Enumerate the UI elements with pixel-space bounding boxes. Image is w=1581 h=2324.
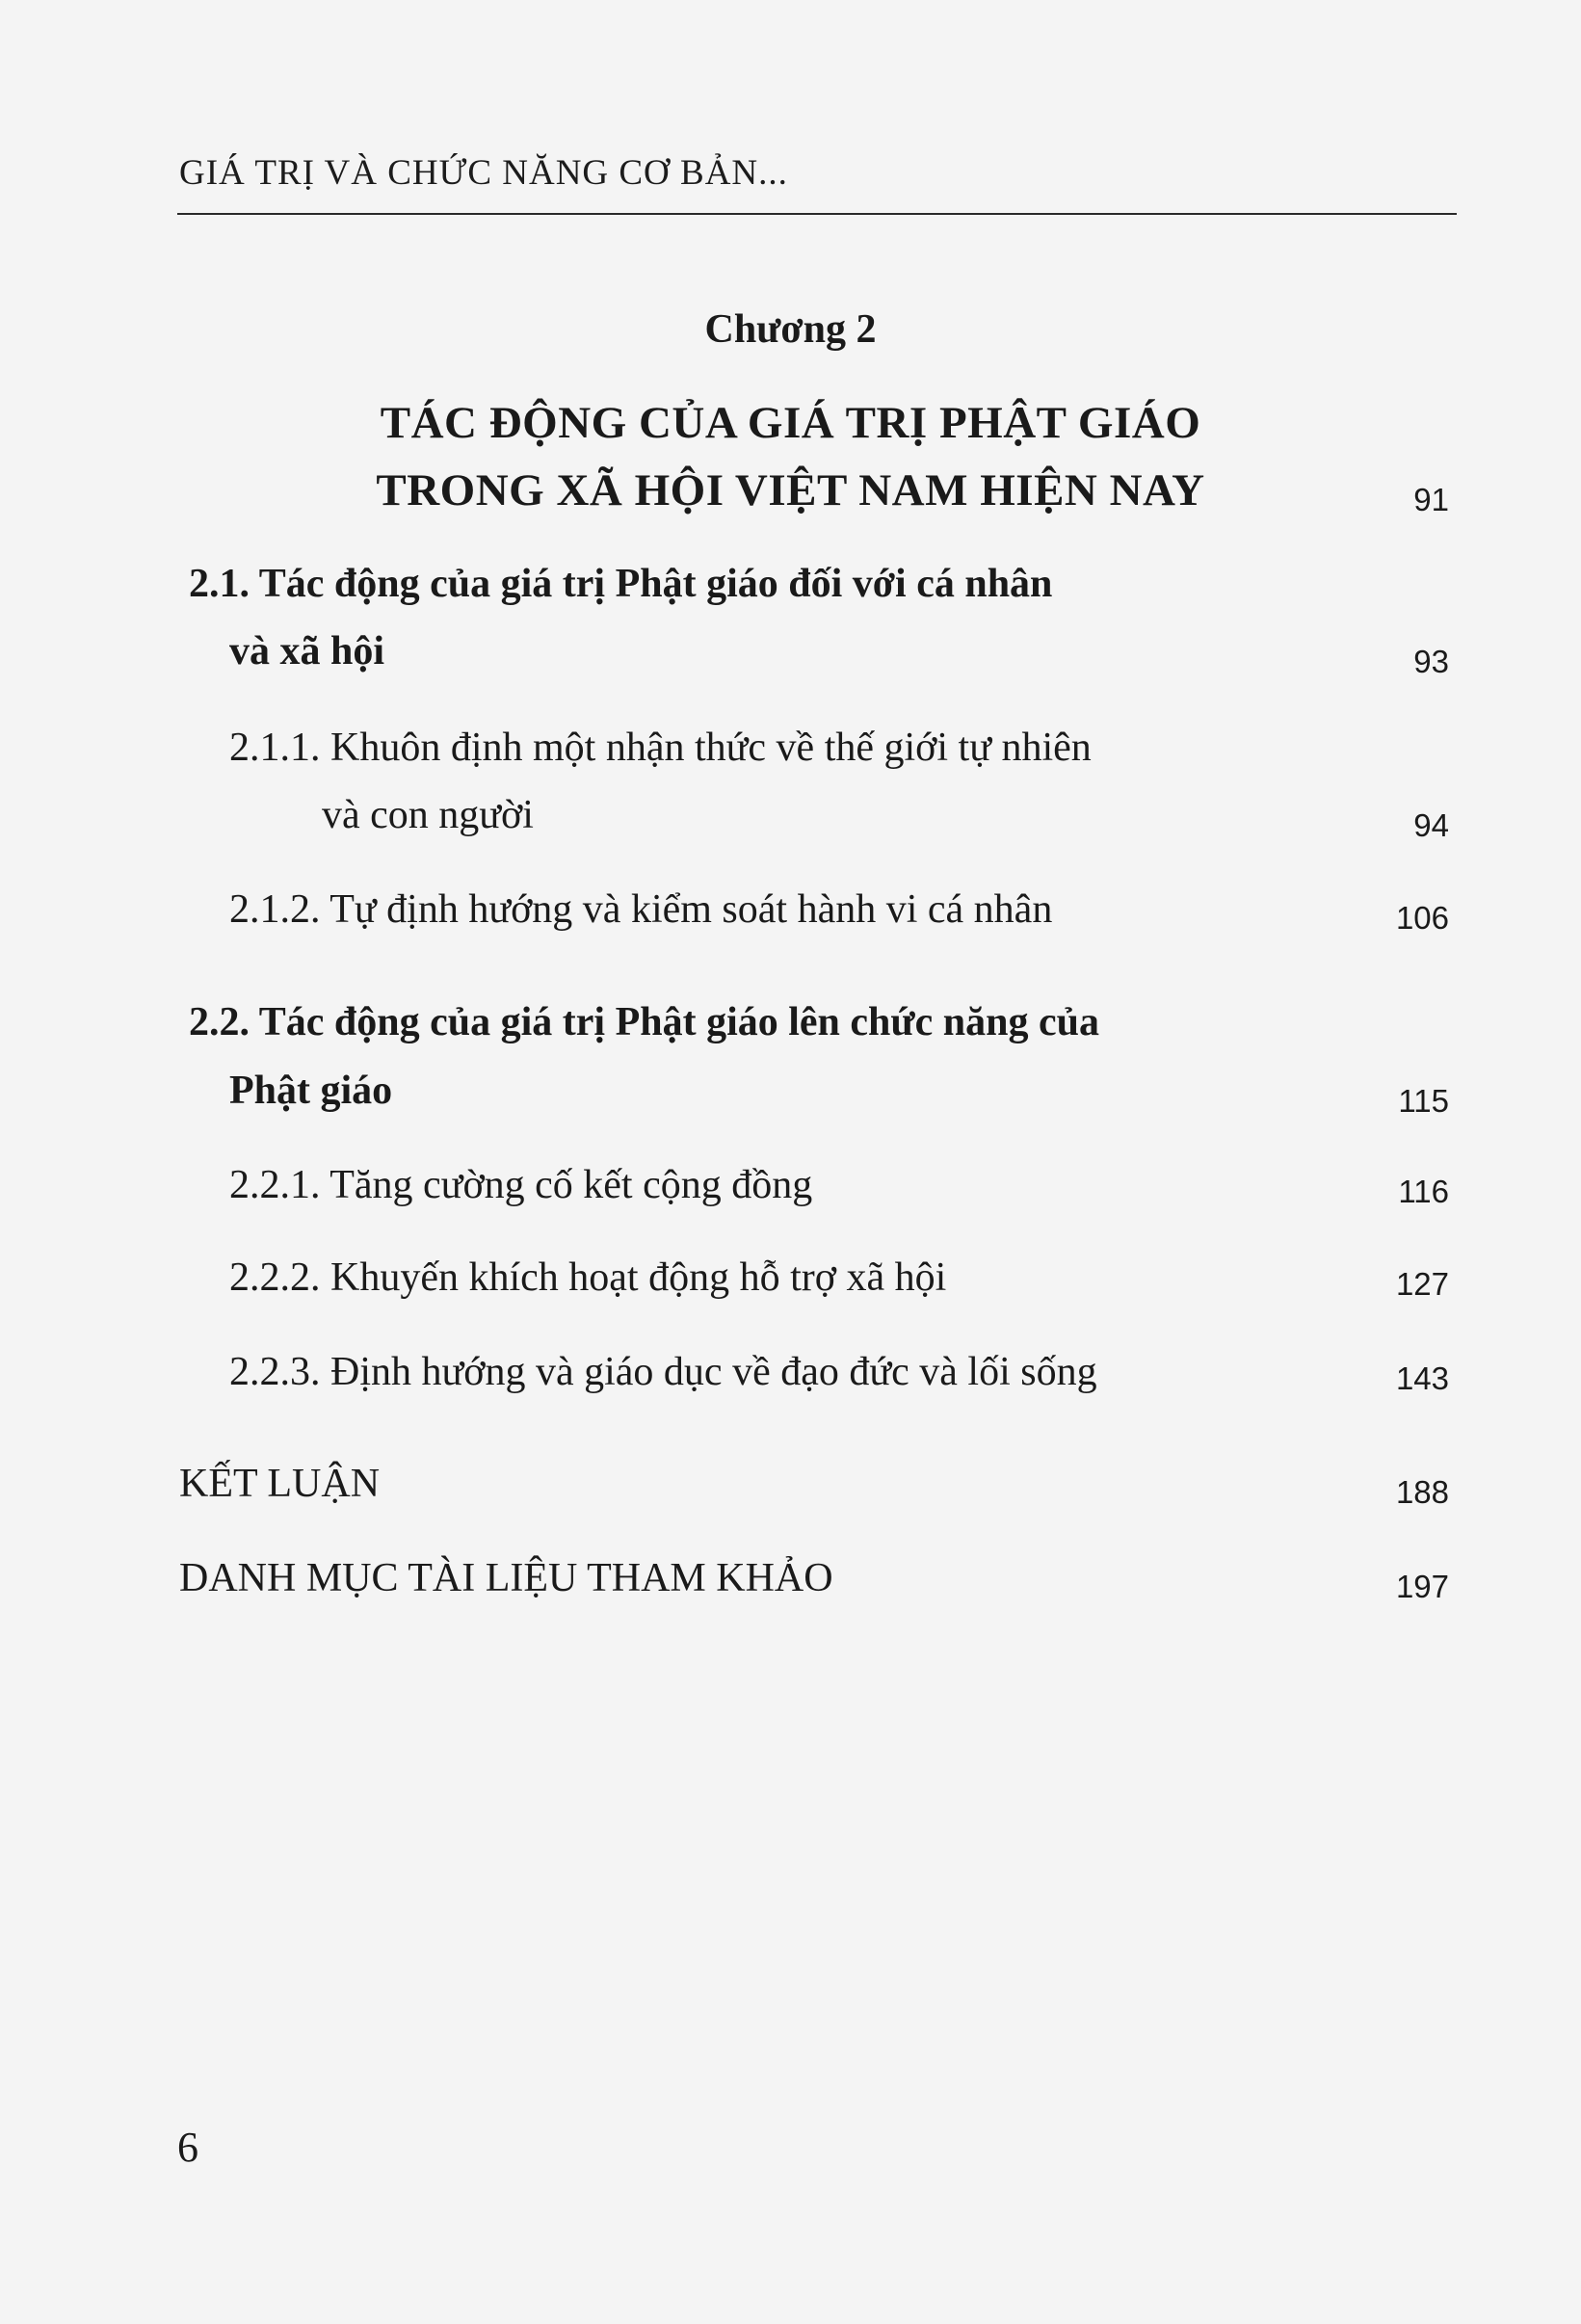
toc-entry-title: 2.2. Tác động của giá trị Phật giáo lên chức năng của — [189, 1000, 1099, 1044]
toc-entry-page: 116 — [1398, 1174, 1449, 1209]
chapter-page-number: 91 — [1413, 482, 1449, 517]
chapter-title-line-2: TRONG XÃ HỘI VIỆT NAM HIỆN NAY — [376, 465, 1205, 515]
toc-entry-title-cont: Phật giáo — [229, 1069, 393, 1113]
chapter-label: Chương 2 — [704, 307, 877, 352]
toc-entry-title: KẾT LUẬN — [179, 1462, 381, 1506]
running-head: GIÁ TRỊ VÀ CHỨC NĂNG CƠ BẢN... — [179, 153, 788, 193]
toc-entry-title: 2.2.1. Tăng cường cố kết cộng đồng — [229, 1163, 813, 1207]
toc-entry-title-cont: và con người — [322, 793, 534, 837]
page-folio: 6 — [177, 2124, 198, 2171]
toc-entry-title: DANH MỤC TÀI LIỆU THAM KHẢO — [179, 1556, 833, 1600]
toc-entry-title: 2.1.2. Tự định hướng và kiểm soát hành vi cá nhân — [229, 887, 1053, 932]
toc-entry-title-cont: và xã hội — [229, 629, 385, 673]
toc-entry-page: 188 — [1395, 1474, 1449, 1510]
chapter-title-line-1: TÁC ĐỘNG CỦA GIÁ TRỊ PHẬT GIÁO — [380, 398, 1201, 448]
toc-entry-page: 106 — [1395, 900, 1449, 936]
toc-entry-title: 2.1. Tác động của giá trị Phật giáo đối với cá nhân — [189, 562, 1053, 606]
toc-entry-page: 143 — [1395, 1360, 1449, 1396]
header-rule — [177, 213, 1457, 215]
toc-entry-title: 2.2.3. Định hướng và giáo dục về đạo đức và lối sống — [229, 1350, 1097, 1394]
toc-entry-page: 93 — [1413, 644, 1449, 679]
toc-entry-page: 115 — [1398, 1083, 1449, 1119]
toc-entry-page: 197 — [1395, 1569, 1449, 1604]
toc-entry-title: 2.2.2. Khuyến khích hoạt động hỗ trợ xã hội — [229, 1255, 947, 1300]
toc-entry-page: 94 — [1413, 807, 1449, 843]
toc-entry-page: 127 — [1395, 1266, 1449, 1302]
toc-entry-title: 2.1.1. Khuôn định một nhận thức về thế giới tự nhiên — [229, 726, 1092, 770]
